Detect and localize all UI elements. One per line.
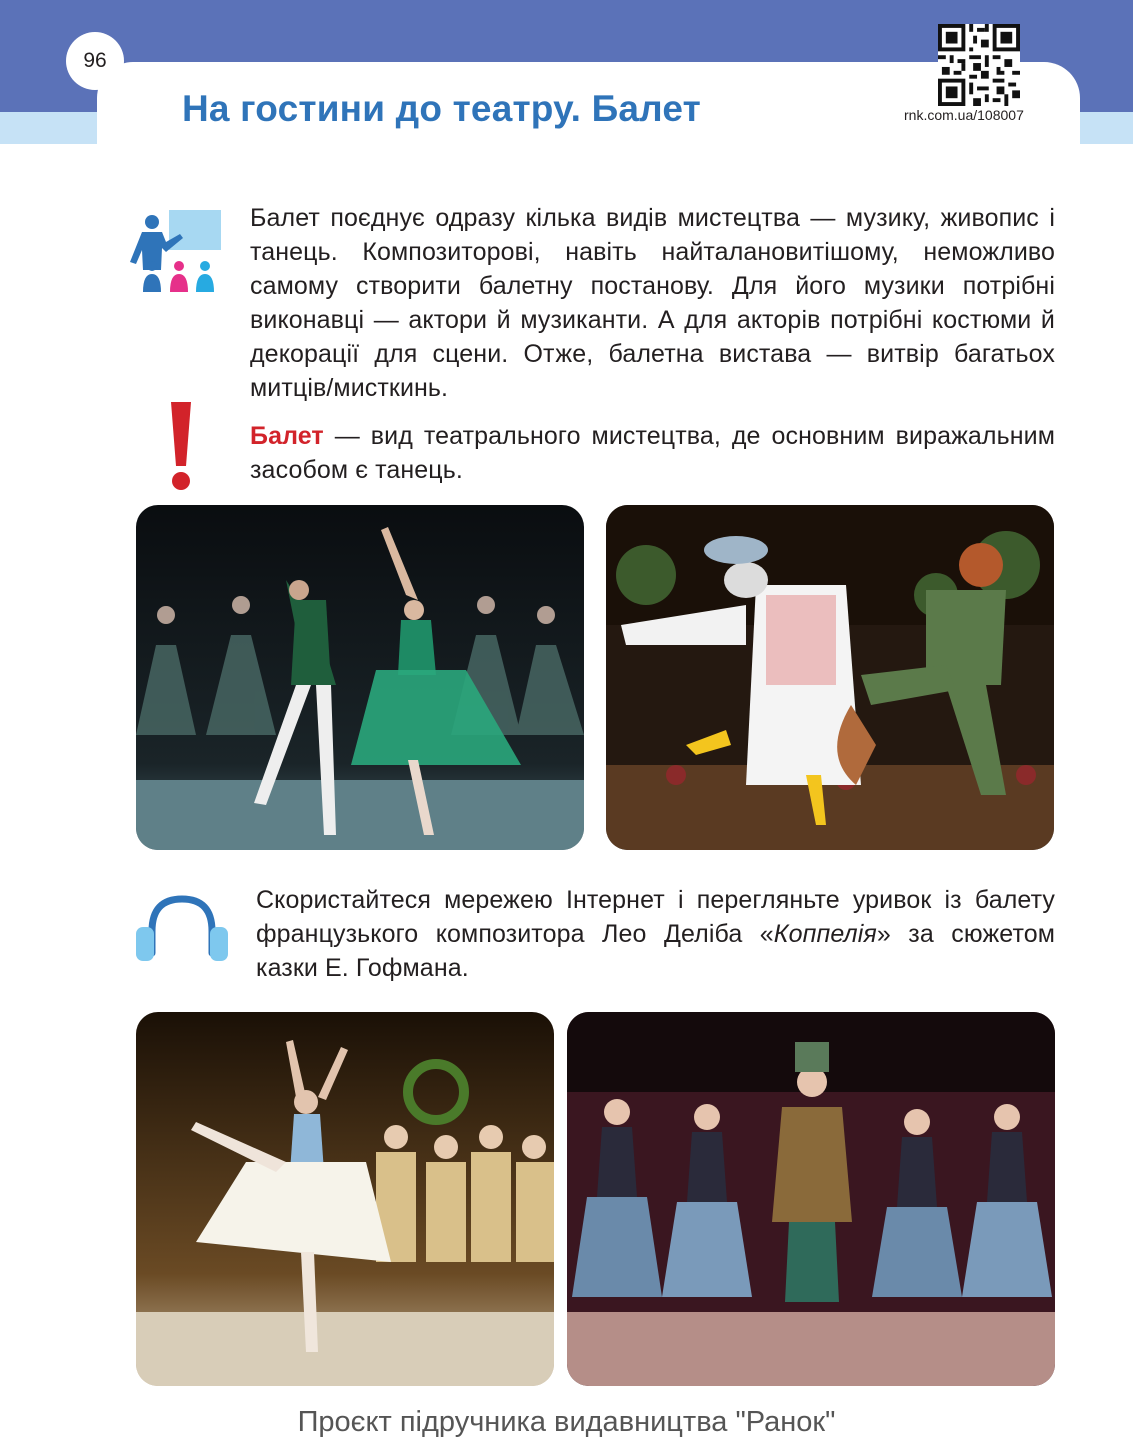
page-number: 96	[66, 32, 124, 90]
qr-url[interactable]: rnk.com.ua/108007	[904, 107, 1024, 123]
ballet-photo-green-dancers	[136, 505, 584, 850]
exclamation-icon	[166, 400, 196, 492]
coppelia-photo-folk-dancers	[567, 1012, 1055, 1386]
coppelia-photo-ballerina	[136, 1012, 554, 1386]
definition-paragraph	[250, 419, 1055, 487]
footer-publisher: Проєкт підручника видавництва "Ранок"	[297, 1406, 836, 1438]
task-text-after: » за сюжетом казки Е. Гофмана.	[256, 920, 1055, 982]
definition-text: — вид театрального мистецтва, де основним виражальним засобом є танець.	[250, 422, 1055, 484]
qr-code-icon[interactable]	[938, 24, 1020, 106]
headphones-icon	[134, 893, 230, 965]
ballet-photo-character-costumes	[606, 505, 1054, 850]
task-ballet-title: Коппелія	[773, 920, 877, 948]
teacher-board-icon	[128, 208, 222, 294]
page-title: На гостини до театру. Балет	[182, 88, 701, 129]
task-text-before: Скористайтеся мережею Інтернет і перегляньте уривок із балету французького композитора Лео Деліба «	[256, 886, 1055, 948]
definition-term: Балет	[250, 422, 324, 450]
intro-paragraph: Балет поєднує одразу кілька видів мистецтва — музику, живопис і танець. Композиторові, навіть найталановитішому, неможливо самому створити балетну постанову. Для його музики потрібні виконавці — актори й музиканти. А для акторів потрібні костюми й декорації для сцени. Отже, балетна вистава — витвір багатьох митців/мисткинь.	[250, 204, 1055, 402]
task-paragraph	[256, 883, 1055, 985]
